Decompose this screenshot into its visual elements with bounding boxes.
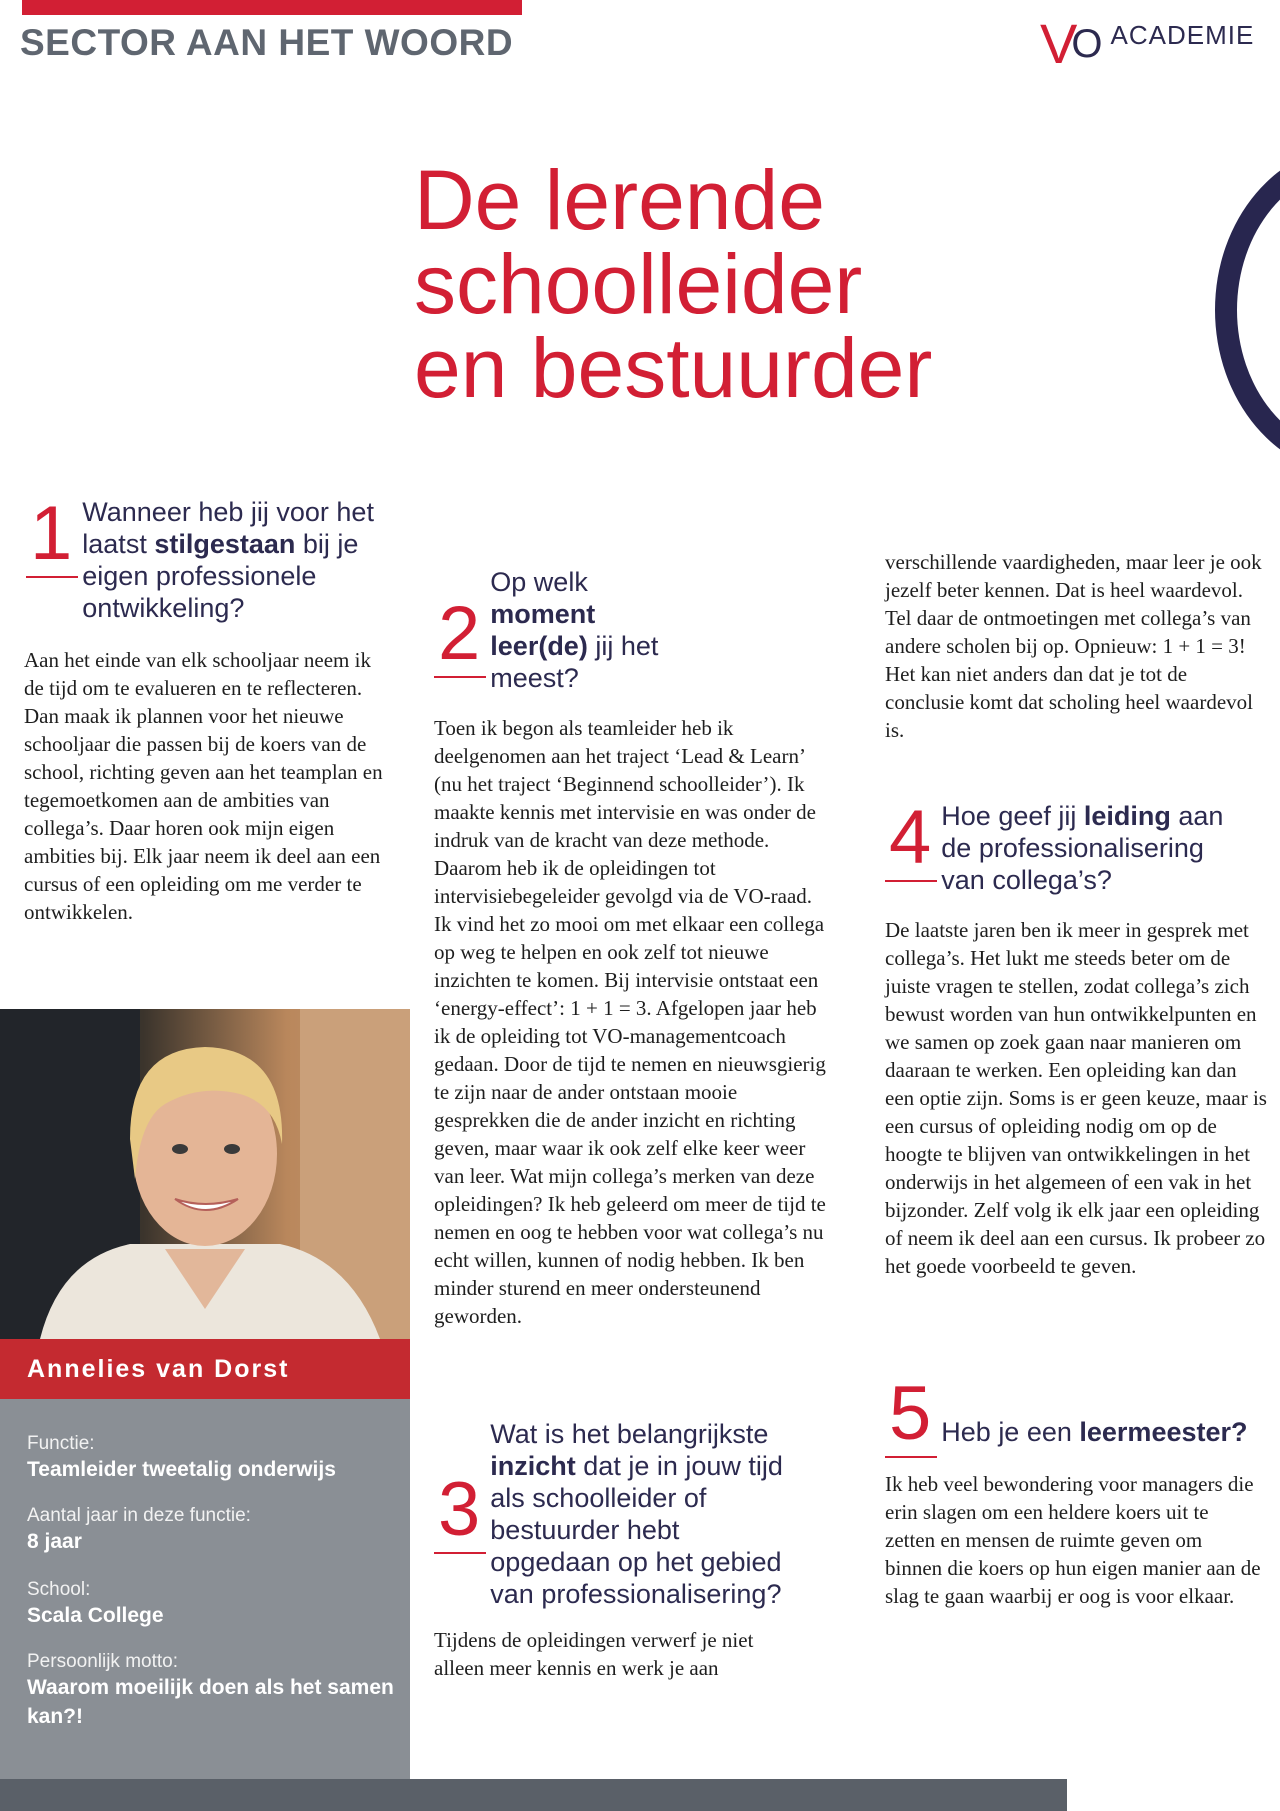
- decorative-arc: [1215, 145, 1280, 475]
- field-label: Aantal jaar in deze functie:: [27, 1505, 251, 1526]
- field-value: Scala College: [27, 1604, 164, 1627]
- logo-v: V: [1040, 12, 1078, 75]
- top-accent-bar: [22, 0, 522, 15]
- question-text: Heb je een leermeester?: [941, 1417, 1248, 1447]
- question-number: 5: [889, 1376, 931, 1458]
- profile-field-school: [27, 1579, 397, 1630]
- portrait-photo: [0, 1009, 410, 1339]
- profile-name: Annelies van Dorst: [27, 1355, 290, 1383]
- profile-field-functie: [27, 1433, 397, 1484]
- answer-2: Toen ik begon als teamleider heb ik deelgenomen aan het traject ‘Lead & Learn’ (nu het traject ‘Beginnend schoolleider’). Ik maakte kennis met intervisie en was onder de indruk van de kracht van deze methode. Daarom heb ik de opleidingen tot intervisiebegeleider gevolgd via de VO-raad. Ik vind het zo mooi om met elkaar een collega op weg te helpen en ook zelf tot nieuwe inzichten te komen. Bij intervisie ontstaat een ‘energy-effect’: 1 + 1 = 3. Afgelopen jaar heb ik de opleiding tot VO-managementcoach gedaan. Door de tijd te nemen en nieuwsgierig te zijn naar de ander ontstaan mooie gesprekken die de ander inzicht en richting geven, maar waar ik ook zelf elke keer weer van leer. Wat mijn collega’s merken van deze opleidingen? Ik heb geleerd om meer de tijd te nemen en oog te hebben voor wat collega’s nu echt willen, kunnen of nodig hebben. Ik ben minder sturend en meer ondersteunend geworden.: [434, 716, 826, 1328]
- bottom-bar: [0, 1779, 1067, 1811]
- question-2-heading: [438, 567, 798, 694]
- section-label: SECTOR AAN HET WOORD: [20, 22, 514, 63]
- profile-info-panel: [0, 1399, 410, 1779]
- question-text: Wanneer heb jij voor het laatst stilgestaan bij je eigen professionele ontwikkeling?: [82, 497, 374, 623]
- question-text: Hoe geef jij leiding aan de professionalisering van collega’s?: [941, 801, 1224, 895]
- question-text: Wat is het belangrijkste inzicht dat je in jouw tijd als schoolleider of bestuurder hebt opgedaan op het gebied van professionalisering?: [490, 1419, 783, 1609]
- field-value: 8 jaar: [27, 1530, 82, 1553]
- article-title: [414, 153, 1034, 415]
- field-label: School:: [27, 1579, 91, 1600]
- profile-name-bar: [0, 1339, 410, 1399]
- question-number: 3: [438, 1472, 480, 1554]
- answer-5: Ik heb veel bewondering voor managers die erin slagen om een heldere koers uit te zetten en mensen de ruimte geven om binnen die koers op hun eigen manier aan de slag te gaan waarbij er oog is voor elkaar.: [885, 1472, 1261, 1608]
- question-number: 2: [438, 596, 480, 678]
- question-4-heading: [889, 795, 1269, 896]
- logo-text: ACADEMIE: [1110, 20, 1255, 50]
- vo-academie-logo: [1040, 12, 1255, 75]
- question-5-heading: [889, 1371, 1269, 1458]
- logo-o: O: [1071, 22, 1103, 66]
- answer-3-part-2: verschillende vaardigheden, maar leer je ook jezelf beter kennen. Dat is heel waardevol. Tel daar de ontmoetingen met collega’s van andere scholen bij op. Opnieuw: 1 + 1 = 3! Het kan niet anders dan dat je tot de conclusie komt dat scholing heel waardevol is.: [885, 550, 1262, 742]
- title-line-2: schoolleider: [414, 237, 863, 331]
- question-3-heading: [438, 1418, 828, 1610]
- question-1-heading: [30, 491, 400, 624]
- field-label: Persoonlijk motto:: [27, 1651, 179, 1672]
- field-value: Teamleider tweetalig onderwijs: [27, 1458, 336, 1481]
- question-text: Op welk moment leer(de) jij het meest?: [490, 567, 659, 693]
- profile-field-years: [27, 1505, 397, 1556]
- answer-1: Aan het einde van elk schooljaar neem ik de tijd om te evalueren en te reflecteren. Dan maak ik plannen voor het nieuwe schooljaar die passen bij de koers van de school, richting geven aan het teamplan en tegemoetkomen aan de ambities van collega’s. Daar horen ook mijn eigen ambities bij. Elk jaar neem ik deel aan een cursus of een opleiding om me verder te ontwikkelen.: [24, 648, 383, 924]
- field-label: Functie:: [27, 1433, 95, 1454]
- answer-3-part-1: Tijdens de opleidingen verwerf je niet alleen meer kennis en werk je aan: [434, 1628, 754, 1680]
- field-value: Waarom moeilijk doen als het samen kan?!: [27, 1676, 394, 1728]
- question-number: 1: [30, 496, 72, 578]
- answer-4: De laatste jaren ben ik meer in gesprek met collega’s. Het lukt me steeds beter om de juiste vragen te stellen, zodat collega’s zich bewust worden van hun ontwikkelpunten en we samen op zoek gaan naar manieren om daaraan te werken. Een opleiding kan dan een optie zijn. Soms is er geen keuze, maar is een cursus of opleiding nodig om op de hoogte te blijven van ontwikkelingen in het onderwijs in het algemeen of een vak in het bijzonder. Zelf volg ik elk jaar een opleiding of neem ik deel aan een cursus. Ik probeer zo het goede voorbeeld te geven.: [885, 918, 1267, 1278]
- title-line-3: en bestuurder: [414, 321, 933, 415]
- question-number: 4: [889, 800, 931, 882]
- title-line-1: De lerende: [414, 153, 825, 247]
- profile-field-motto: [27, 1651, 397, 1731]
